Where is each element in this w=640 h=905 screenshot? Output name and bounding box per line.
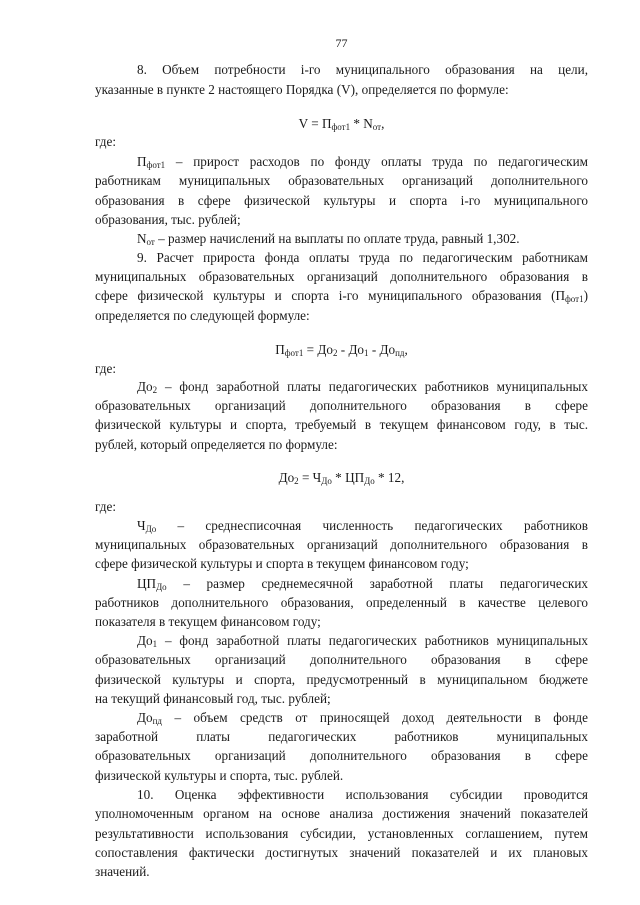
definition-cp-do-line-1: $ЦП_{До}$ – размер среднемесячной заработной платы педагогических bbox=[137, 576, 588, 593]
where-label-1: где: bbox=[95, 134, 116, 149]
paragraph-9-line-1: 9. Расчет прироста фонда оплаты труда по педагогическим работникам bbox=[137, 250, 588, 265]
paragraph-10-line-5: значений. bbox=[95, 864, 150, 879]
definition-do2-line-2: образовательных организаций дополнительного образования в сфере bbox=[95, 398, 588, 413]
formula-p-fot1: $П_{фот1} = До_2 - До_1 - До_{пд}$, bbox=[275, 342, 408, 359]
definition-do-pd-line-2: заработной платы педагогических работников муниципальных bbox=[95, 729, 588, 744]
definition-do2-line-1: $До_2$ – фонд заработной платы педагогических работников муниципальных bbox=[137, 379, 588, 396]
paragraph-10-line-4: сопоставления фактически достигнутых значений показателей и их плановых bbox=[95, 845, 588, 860]
definition-do1-line-1: $До_1$ – фонд заработной платы педагогических работников муниципальных bbox=[137, 633, 588, 650]
where-label-3: где: bbox=[95, 499, 116, 514]
definition-p-fot1-line-4: образования, тыс. рублей; bbox=[95, 212, 241, 227]
document-page bbox=[95, 0, 588, 905]
paragraph-8-line-2: указанные в пункте 2 настоящего Порядка (V), определяется по формуле: bbox=[95, 82, 509, 97]
definition-p-fot1-line-1: $П_{фот1}$ – прирост расходов по фонду оплаты труда по педагогическим bbox=[137, 154, 588, 171]
paragraph-10-line-2: уполномоченным органом на основе анализа достижения значений показателей bbox=[95, 806, 588, 821]
definition-cp-do-line-2: работников дополнительного образования, определенный в качестве целевого bbox=[95, 595, 588, 610]
paragraph-10-line-1: 10. Оценка эффективности использования субсидии проводится bbox=[137, 787, 588, 802]
definition-do1-line-4: на текущий финансовый год, тыс. рублей; bbox=[95, 691, 331, 706]
definition-n-ot: $N_{от}$ – размер начислений на выплаты по оплате труда, равный 1,302. bbox=[137, 231, 520, 248]
definition-do-pd-line-4: физической культуры и спорта, тыс. рублей. bbox=[95, 768, 344, 783]
definition-ch-do-line-1: $Ч_{До}$ – среднесписочная численность педагогических работников bbox=[137, 518, 588, 535]
definition-do-pd-line-1: $До_{пд}$ – объем средств от приносящей доход деятельности в фонде bbox=[137, 710, 588, 727]
definition-p-fot1-line-2: работникам муниципальных образовательных организаций дополнительного bbox=[95, 173, 588, 188]
definition-cp-do-line-3: показателя в текущем финансовом году; bbox=[95, 614, 321, 629]
formula-do2: $До_2 = Ч_{До} * ЦП_{До} * 12$, bbox=[278, 470, 405, 487]
paragraph-10-line-3: результативности использования субсидии, установленных соглашением, путем bbox=[95, 826, 588, 841]
paragraph-9-line-3: сфере физической культуры и спорта i-го муниципального образования $(П_{фот1})$ bbox=[95, 288, 588, 305]
definition-p-fot1-line-3: образования в сфере физической культуры и спорта i-го муниципального bbox=[95, 193, 588, 208]
definition-do2-line-3: физической культуры и спорта, требуемый в текущем финансовом году, в тыс. bbox=[95, 417, 588, 432]
definition-ch-do-line-3: сфере физической культуры и спорта в текущем финансовом году; bbox=[95, 556, 469, 571]
definition-do-pd-line-3: образовательных организаций дополнительного образования в сфере bbox=[95, 748, 588, 763]
where-label-2: где: bbox=[95, 361, 116, 376]
paragraph-8-line-1: 8. Объем потребности i-го муниципального образования на цели, bbox=[137, 62, 588, 77]
definition-do1-line-2: образовательных организаций дополнительного образования в сфере bbox=[95, 652, 588, 667]
definition-ch-do-line-2: муниципальных образовательных организаций дополнительного образования в bbox=[95, 537, 588, 552]
definition-do1-line-3: физической культуры и спорта, предусмотренный в муниципальном бюджете bbox=[95, 672, 588, 687]
definition-do2-line-4: рублей, который определяется по формуле: bbox=[95, 437, 338, 452]
paragraph-9-line-4: определяется по следующей формуле: bbox=[95, 308, 310, 323]
paragraph-9-line-2: муниципальных образовательных организаций дополнительного образования в bbox=[95, 269, 588, 284]
formula-v: $V = П_{фот1} * N_{от}$, bbox=[298, 116, 385, 133]
page-number: 77 bbox=[335, 36, 348, 50]
